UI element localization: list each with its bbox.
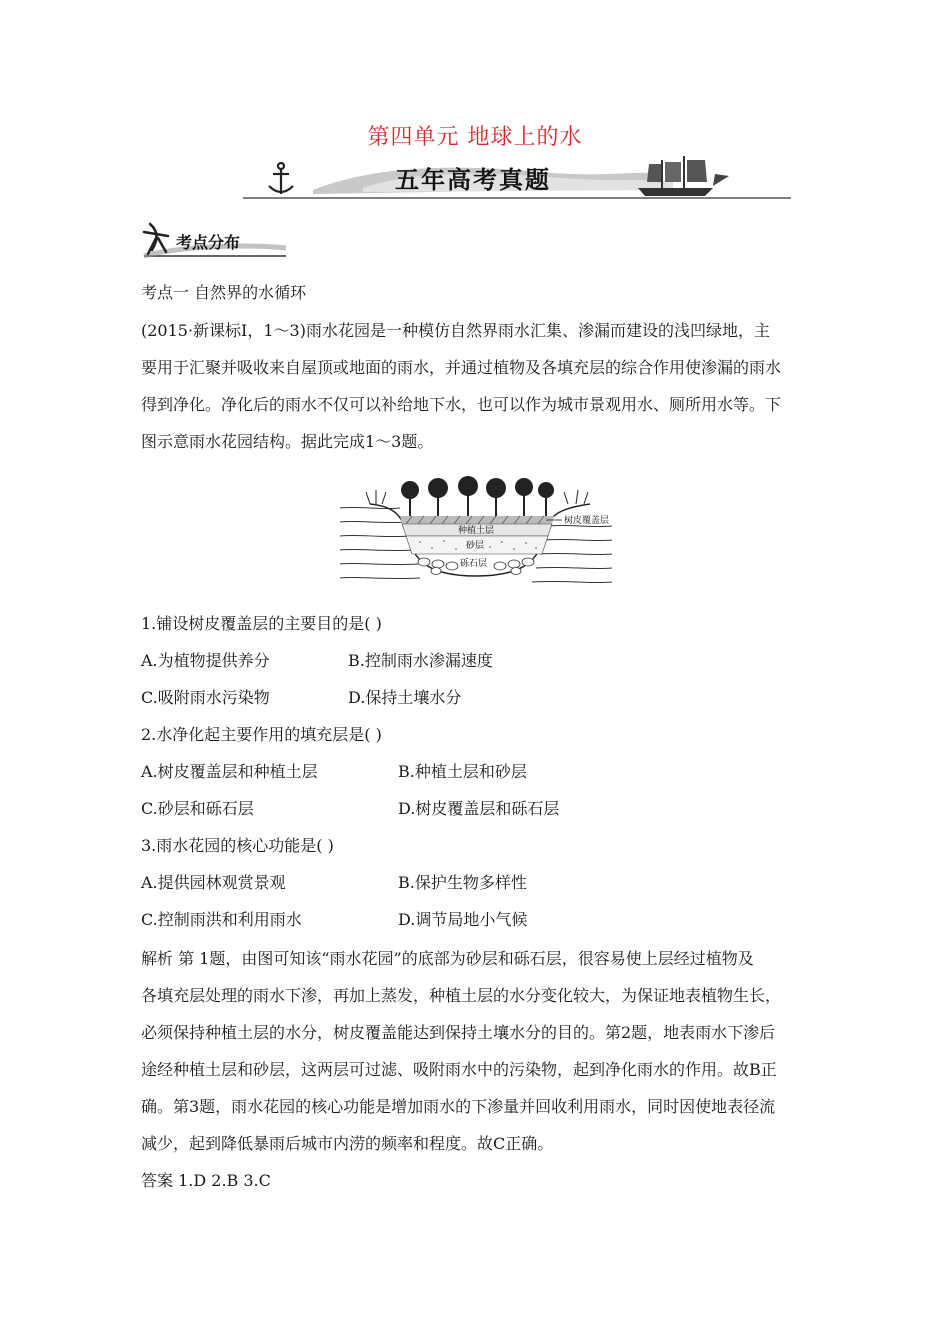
answer-line: 答案 1.D 2.B 3.C <box>141 1171 271 1190</box>
analysis-paragraph <box>141 940 813 1162</box>
option: C.砂层和砾石层 <box>141 799 254 818</box>
intro-paragraph <box>141 312 813 460</box>
intro-line: 要用于汇聚并吸收来自屋顶或地面的雨水，并通过植物及各填充层的综合作用使渗漏的雨水 <box>141 358 782 377</box>
intro-line: 得到净化。净化后的雨水不仅可以补给地下水，也可以作为城市景观用水、厕所用水等。下 <box>141 395 782 414</box>
ship-icon <box>638 156 729 196</box>
option: D.调节局地小气候 <box>398 910 528 929</box>
option: C.吸附雨水污染物 <box>141 688 270 707</box>
option: B.种植土层和砂层 <box>398 762 527 781</box>
option: B.控制雨水渗漏速度 <box>348 651 493 670</box>
option: A.提供园林观赏景观 <box>141 873 286 892</box>
analysis-line: 解析 第 1题，由图可知该“雨水花园”的底部为砂层和砾石层，很容易使上层经过植物及 <box>141 949 754 968</box>
analysis-line: 必须保持种植土层的水分，树皮覆盖能达到保持土壤水分的目的。第2题，地表雨水下渗后 <box>141 1023 776 1042</box>
label-bark: 树皮覆盖层 <box>564 516 610 526</box>
unit-title: 第四单元 地球上的水 <box>367 125 583 150</box>
option: C.控制雨洪和利用雨水 <box>141 910 302 929</box>
section-title: 考点分布 <box>176 233 241 252</box>
intro-line: (2015·新课标Ⅰ，1～3)雨水花园是一种模仿自然界雨水汇集、渗漏而建设的浅凹绿地，主 <box>141 321 770 340</box>
intro-line: 图示意雨水花园结构。据此完成1～3题。 <box>141 432 434 451</box>
archer-icon <box>144 224 168 254</box>
anchor-icon <box>269 163 293 194</box>
question-stem: 1.铺设树皮覆盖层的主要目的是( ) <box>141 614 382 633</box>
analysis-line: 途经种植土层和砂层，这两层可过滤、吸附雨水中的污染物，起到净化雨水的作用。故B正 <box>141 1060 777 1079</box>
question-stem: 2.水净化起主要作用的填充层是( ) <box>141 725 382 744</box>
label-gravel: 砾石层 <box>460 559 488 569</box>
question-stem: 3.雨水花园的核心功能是( ) <box>141 836 334 855</box>
banner-title: 五年高考真题 <box>395 166 551 194</box>
analysis-line: 确。第3题，雨水花园的核心功能是增加雨水的下渗量并回收利用雨水，同时因使地表径流 <box>141 1097 776 1116</box>
label-soil: 种植土层 <box>458 526 495 536</box>
analysis-line: 各填充层处理的雨水下渗，再加上蒸发，种植土层的水分变化较大，为保证地表植物生长， <box>141 986 782 1005</box>
analysis-line: 减少，起到降低暴雨后城市内涝的频率和程度。故C正确。 <box>141 1134 554 1153</box>
option: B.保护生物多样性 <box>398 873 527 892</box>
option: A.树皮覆盖层和种植土层 <box>141 762 318 781</box>
option: D.保持土壤水分 <box>348 688 462 707</box>
rain-garden-diagram <box>340 470 612 586</box>
option: A.为植物提供养分 <box>141 651 270 670</box>
option: D.树皮覆盖层和砾石层 <box>398 799 560 818</box>
label-sand: 砂层 <box>466 541 485 551</box>
point-title: 考点一 自然界的水循环 <box>141 283 307 302</box>
